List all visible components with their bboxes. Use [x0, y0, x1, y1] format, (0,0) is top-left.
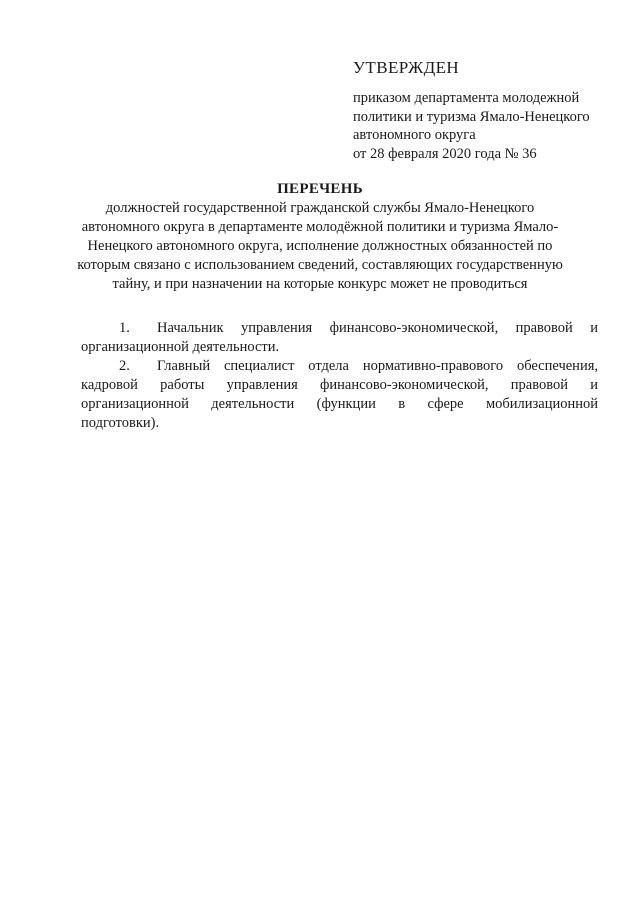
document-title: ПЕРЕЧЕНЬ [277, 181, 363, 197]
approval-block [353, 58, 613, 163]
subtitle-line: тайну, и при назначении на которые конкурс может не проводиться [112, 276, 528, 292]
subtitle-line: должностей государственной гражданской службы Ямало-Ненецкого [105, 200, 535, 216]
item-line: организационной деятельности (функции в сфере мобилизационной [81, 396, 598, 412]
item-first-line [81, 357, 598, 376]
positions-list [81, 319, 598, 433]
item-number: 2. [119, 358, 130, 374]
item-line: подготовки). [81, 415, 160, 431]
document-subtitle [60, 199, 580, 294]
approval-line: приказом департамента молодежной [353, 90, 580, 106]
item-text: Главный специалист отдела нормативно-правового обеспечения, [157, 358, 598, 374]
item-line: организационной деятельности. [81, 339, 280, 355]
approval-line: политики и туризма Ямало-Ненецкого [353, 108, 590, 125]
list-item [81, 357, 598, 433]
item-first-line [81, 319, 598, 338]
subtitle-line: которым связано с использованием сведений, составляющих государственную [77, 257, 563, 273]
subtitle-line: Ненецкого автономного округа, исполнение должностных обязанностей по [87, 238, 553, 254]
item-line: кадровой работы управления финансово-экономической, правовой и [81, 377, 598, 393]
item-number: 1. [119, 320, 130, 336]
approval-line: автономного округа [353, 127, 476, 143]
subtitle-line: автономного округа в департаменте молодёжной политики и туризма Ямало- [81, 219, 559, 235]
list-item [81, 319, 598, 357]
item-text: Начальник управления финансово-экономической, правовой и [157, 320, 598, 336]
approval-title: УТВЕРЖДЕН [353, 58, 460, 77]
approval-line: от 28 февраля 2020 года № 36 [353, 145, 537, 162]
